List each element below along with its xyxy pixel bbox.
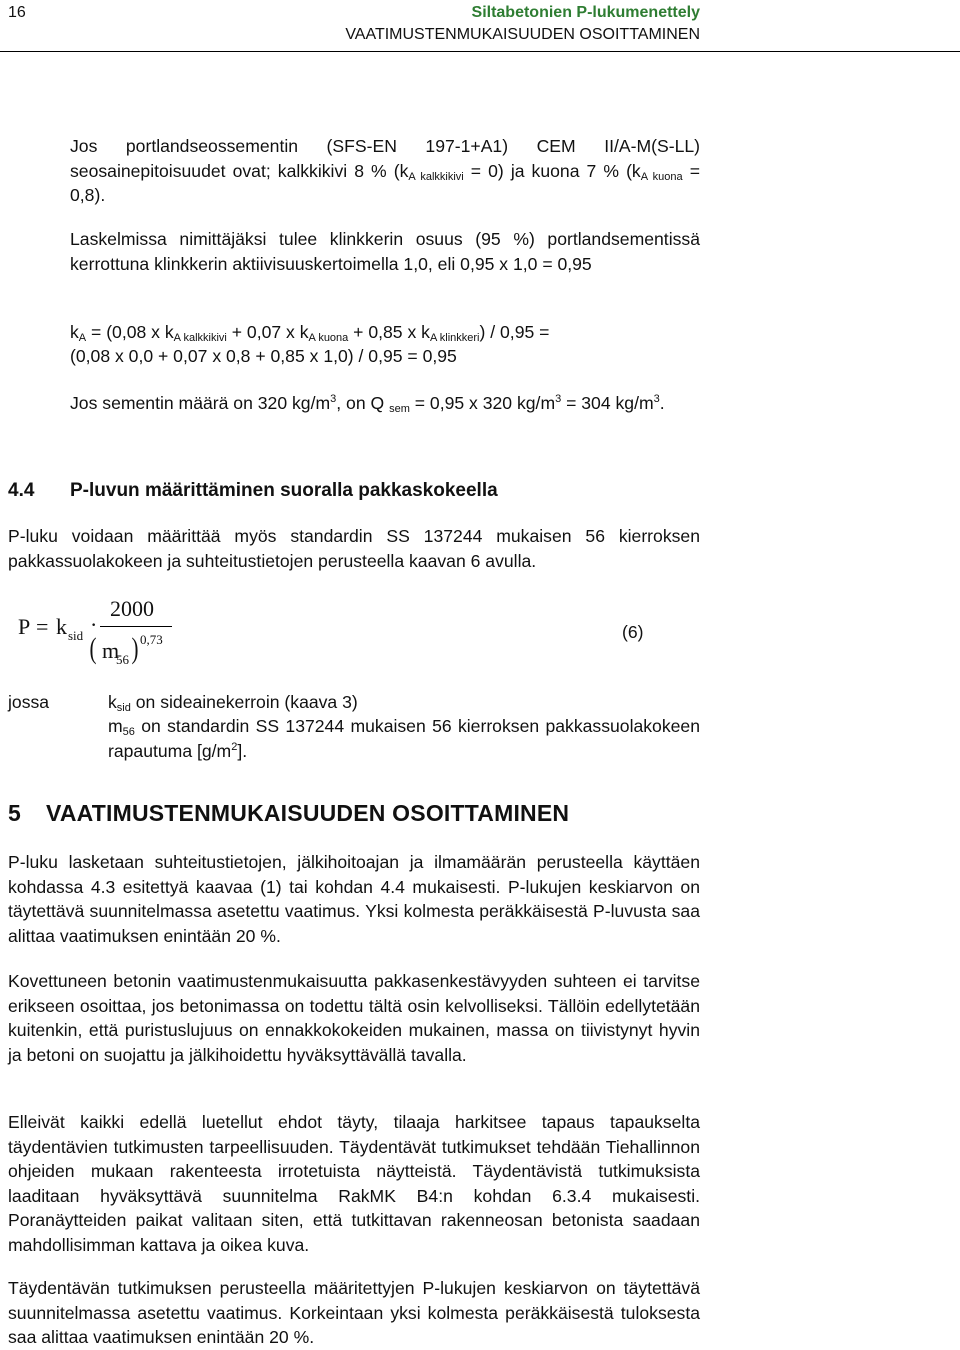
where-label: jossa	[8, 692, 50, 712]
section-5-title: VAATIMUSTENMUKAISUUDEN OSOITTAMINEN	[46, 800, 570, 826]
equation-exponent: 0,73	[140, 632, 163, 647]
equation-6	[18, 596, 218, 676]
equation-lhs: P	[18, 614, 31, 639]
page-number: 16	[8, 4, 26, 21]
section-4-4-paragraph: P-luku voidaan määrittää myös standardin SS 137244 mukaisen 56 kierroksen pakkassuolakokeen ja suhteitustietojen perusteella kaavan 6 avulla.	[8, 526, 700, 571]
example-paragraph-3: Jos sementin määrä on 320 $kg/m^3$, on Q $_{sem}$ = 0,95 x 320 $kg/m^3 = 304$ $kg/m^3$.	[70, 393, 665, 415]
header-rule	[0, 51, 960, 52]
formula-line-2: (0,08 x 0,0 + 0,07 x 0,8 + 0,85 x 1,0) / 0,95 = 0,95	[70, 346, 457, 366]
section-5-paragraph-4: Täydentävän tutkimuksen perusteella määritettyjen P-lukujen keskiarvon on täytettävä suunnitelmassa asetettu vaatimus. Korkeintaan yksi kolmesta peräkkäisestä tuloksesta saa alittaa vaatimuksen enintään 20 %.	[8, 1278, 700, 1347]
equation-m-sub: 56	[116, 652, 129, 667]
open-paren: (	[89, 632, 97, 665]
formula-line-1: $k_A = (0,08$ x $k_{A kalkkikivi} + 0,07$ x $k_{A kuona} + 0,85$ x $k_{A klinkkeri}) / 0,95$ =	[70, 322, 550, 344]
section-4-4-number: 4.4	[8, 480, 35, 501]
equation-number: (6)	[622, 622, 644, 642]
close-paren: )	[131, 632, 139, 665]
where-item-ksid: $k_{sid}$ on sideainekerroin (kaava 3)	[108, 692, 358, 714]
example-paragraph-1: Jos portlandseossementin (SFS-EN 197-1+A1) CEM II/A-M(S-LL) seosainepitoisuudet ovat; kalkkikivi 8 % $(k_{A kalkkikivi} = 0)$ ja kuona 7 % $(k_{A kuona} = 0,8)$.	[70, 136, 700, 205]
section-4-4-title: P-luvun määrittäminen suoralla pakkaskokeella	[70, 480, 498, 501]
section-5-number: 5	[8, 800, 21, 826]
equation-equals: =	[36, 614, 49, 639]
equation-k: k	[56, 614, 67, 639]
header-title: Siltabetonien P-lukumenettely	[471, 4, 700, 21]
section-5-paragraph-3: Elleivät kaikki edellä luetellut ehdot täyty, tilaaja harkitsee tapaus tapaukselta täydentävien tutkimusten tarpeellisuuden. Täydentävät tutkimukset tehdään Tiehallinnon ohjeiden mukaan rakenteesta irrotetuista näytteistä. Täydentävistä tutkimuksista laaditaan hyväksyttävä suunnitelma RakMK B4:n kohdan 6.3.4 mukaisesti. Poranäytteiden paikat valitaan siten, että tutkittavan rakenneosan betonista saadaan mahdollisimman kattava ja oikea kuva.	[8, 1112, 700, 1255]
header-subtitle: VAATIMUSTENMUKAISUUDEN OSOITTAMINEN	[345, 26, 700, 43]
example-paragraph-2: Laskelmissa nimittäjäksi tulee klinkkerin osuus (95 %) portlandsementissä kerrottuna klinkkerin aktiivisuuskertoimella 1,0, eli 0,95 x 1,0 = 0,95	[70, 229, 700, 274]
equation-numerator: 2000	[110, 596, 154, 621]
section-5-paragraph-1: P-luku lasketaan suhteitustietojen, jälkihoitoajan ja ilmamäärän perusteella käyttäen kohdassa 4.3 esitettyä kaavaa (1) tai kohdan 4.4 mukaisesti. P-lukujen keskiarvon on täytettävä suunnitelmassa asetettu vaatimus. Yksi kolmesta peräkkäisestä P-luvusta saa alittaa vaatimuksen enintään 20 %.	[8, 852, 700, 946]
where-item-m56: $m_{56}$ on standardin SS 137244 mukaisen 56 kierroksen pakkassuolakokeen rapautuma $[g/m^2]$.	[108, 716, 700, 761]
equation-m: m	[102, 638, 120, 663]
equation-dot: ·	[90, 612, 98, 637]
equation-k-sub: sid	[68, 628, 84, 643]
fraction-bar	[100, 626, 172, 627]
section-5-paragraph-2: Kovettuneen betonin vaatimustenmukaisuutta pakkasenkestävyyden suhteen ei tarvitse erikseen osoittaa, jos betonimassa on todettu tältä osin kelvolliseksi. Tällöin edellytetään kuitenkin, että puristuslujuus on ennakkokokeiden mukainen, massa on tiivistynyt hyvin ja betoni on suojattu ja jälkihoidettu hyväksyttävällä tavalla.	[8, 971, 700, 1065]
